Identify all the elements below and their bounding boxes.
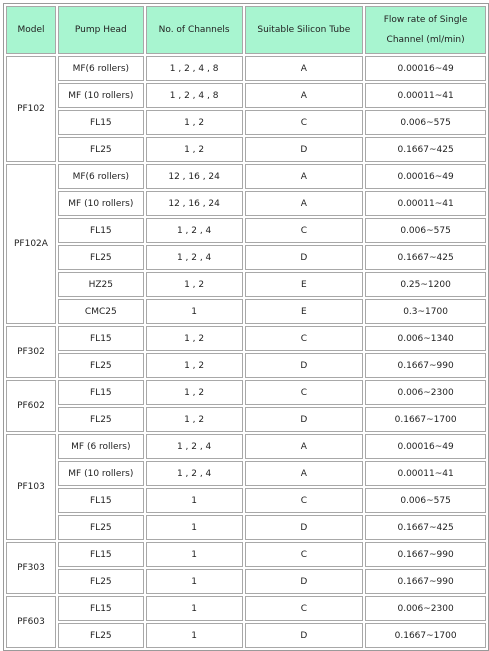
- flow-rate-cell: 0.006~575: [365, 488, 486, 513]
- tube-cell: E: [245, 299, 364, 324]
- tube-cell: A: [245, 434, 364, 459]
- table-row: [6, 56, 486, 81]
- channels-cell: 1 , 2 , 4: [146, 218, 243, 243]
- table-row: [6, 434, 486, 459]
- model-cell: PF603: [6, 596, 56, 648]
- tube-cell: D: [245, 407, 364, 432]
- pump-head-cell: FL25: [58, 407, 144, 432]
- flow-rate-cell: 0.3~1700: [365, 299, 486, 324]
- table-row: [6, 218, 486, 243]
- pump-head-cell: FL15: [58, 110, 144, 135]
- header-pump-head: Pump Head: [58, 6, 144, 54]
- tube-cell: A: [245, 191, 364, 216]
- flow-rate-cell: 0.1667~425: [365, 245, 486, 270]
- channels-cell: 12 , 16 , 24: [146, 191, 243, 216]
- flow-rate-cell: 0.1667~1700: [365, 407, 486, 432]
- header-tube: Suitable Silicon Tube: [245, 6, 364, 54]
- channels-cell: 1 , 2 , 4: [146, 434, 243, 459]
- header-flow-line2: Channel (ml/min): [386, 35, 465, 45]
- table-row: [6, 596, 486, 621]
- table-row: [6, 461, 486, 486]
- channels-cell: 1: [146, 542, 243, 567]
- flow-rate-cell: 0.00011~41: [365, 83, 486, 108]
- tube-cell: C: [245, 218, 364, 243]
- model-cell: PF102: [6, 56, 56, 162]
- channels-cell: 1: [146, 569, 243, 594]
- channels-cell: 1 , 2: [146, 407, 243, 432]
- channels-cell: 1 , 2: [146, 110, 243, 135]
- tube-cell: C: [245, 380, 364, 405]
- tube-cell: D: [245, 245, 364, 270]
- pump-spec-table: [3, 3, 489, 651]
- tube-cell: D: [245, 353, 364, 378]
- flow-rate-cell: 0.00016~49: [365, 434, 486, 459]
- flow-rate-cell: 0.006~575: [365, 218, 486, 243]
- channels-cell: 1: [146, 515, 243, 540]
- pump-head-cell: FL25: [58, 623, 144, 648]
- pump-head-cell: FL15: [58, 488, 144, 513]
- flow-rate-cell: 0.00011~41: [365, 461, 486, 486]
- tube-cell: E: [245, 272, 364, 297]
- pump-head-cell: FL15: [58, 380, 144, 405]
- pump-head-cell: FL15: [58, 326, 144, 351]
- pump-head-cell: FL15: [58, 218, 144, 243]
- tube-cell: D: [245, 569, 364, 594]
- channels-cell: 1 , 2: [146, 380, 243, 405]
- table-row: [6, 380, 486, 405]
- flow-rate-cell: 0.006~2300: [365, 596, 486, 621]
- table-row: [6, 137, 486, 162]
- tube-cell: C: [245, 488, 364, 513]
- pump-head-cell: HZ25: [58, 272, 144, 297]
- tube-cell: A: [245, 164, 364, 189]
- tube-cell: C: [245, 326, 364, 351]
- channels-cell: 1: [146, 299, 243, 324]
- header-channels: No. of Channels: [146, 6, 243, 54]
- header-row: [6, 6, 486, 54]
- channels-cell: 1 , 2 , 4 , 8: [146, 83, 243, 108]
- channels-cell: 1 , 2: [146, 326, 243, 351]
- header-flow-line1: Flow rate of Single: [383, 15, 468, 25]
- pump-head-cell: FL15: [58, 542, 144, 567]
- pump-head-cell: CMC25: [58, 299, 144, 324]
- tube-cell: C: [245, 596, 364, 621]
- channels-cell: 1 , 2: [146, 272, 243, 297]
- table-row: [6, 326, 486, 351]
- channels-cell: 1: [146, 596, 243, 621]
- table-row: [6, 353, 486, 378]
- tube-cell: C: [245, 542, 364, 567]
- pump-head-cell: FL25: [58, 515, 144, 540]
- table-row: [6, 164, 486, 189]
- pump-head-cell: FL25: [58, 245, 144, 270]
- header-model: Model: [6, 6, 56, 54]
- pump-head-cell: MF(6 rollers): [58, 56, 144, 81]
- flow-rate-cell: 0.1667~990: [365, 353, 486, 378]
- pump-head-cell: FL25: [58, 569, 144, 594]
- table-row: [6, 515, 486, 540]
- tube-cell: A: [245, 56, 364, 81]
- flow-rate-cell: 0.1667~425: [365, 137, 486, 162]
- channels-cell: 1 , 2 , 4 , 8: [146, 56, 243, 81]
- pump-head-cell: MF(6 rollers): [58, 164, 144, 189]
- table-row: [6, 488, 486, 513]
- flow-rate-cell: 0.25~1200: [365, 272, 486, 297]
- model-cell: PF602: [6, 380, 56, 432]
- pump-head-cell: MF (10 rollers): [58, 461, 144, 486]
- table-row: [6, 542, 486, 567]
- flow-rate-cell: 0.00016~49: [365, 164, 486, 189]
- pump-head-cell: MF (10 rollers): [58, 191, 144, 216]
- tube-cell: C: [245, 110, 364, 135]
- tube-cell: D: [245, 515, 364, 540]
- tube-cell: A: [245, 461, 364, 486]
- channels-cell: 1 , 2 , 4: [146, 461, 243, 486]
- table-row: [6, 272, 486, 297]
- table-row: [6, 299, 486, 324]
- model-cell: PF102A: [6, 164, 56, 324]
- channels-cell: 1: [146, 488, 243, 513]
- tube-cell: D: [245, 137, 364, 162]
- model-cell: PF303: [6, 542, 56, 594]
- table-row: [6, 245, 486, 270]
- pump-head-cell: FL25: [58, 137, 144, 162]
- model-cell: PF302: [6, 326, 56, 378]
- flow-rate-cell: 0.1667~990: [365, 542, 486, 567]
- pump-head-cell: MF (10 rollers): [58, 83, 144, 108]
- table-row: [6, 623, 486, 648]
- flow-rate-cell: 0.1667~425: [365, 515, 486, 540]
- table-row: [6, 407, 486, 432]
- flow-rate-cell: 0.00016~49: [365, 56, 486, 81]
- table-row: [6, 110, 486, 135]
- pump-head-cell: FL15: [58, 596, 144, 621]
- channels-cell: 1 , 2: [146, 137, 243, 162]
- table-row: [6, 191, 486, 216]
- model-cell: PF103: [6, 434, 56, 540]
- table-body: [6, 56, 486, 648]
- flow-rate-cell: 0.00011~41: [365, 191, 486, 216]
- table-row: [6, 569, 486, 594]
- flow-rate-cell: 0.1667~990: [365, 569, 486, 594]
- pump-head-cell: FL25: [58, 353, 144, 378]
- tube-cell: A: [245, 83, 364, 108]
- pump-spec-table-container: [3, 3, 489, 651]
- channels-cell: 1 , 2 , 4: [146, 245, 243, 270]
- channels-cell: 1 , 2: [146, 353, 243, 378]
- tube-cell: D: [245, 623, 364, 648]
- header-flow-rate: [365, 6, 486, 54]
- channels-cell: 1: [146, 623, 243, 648]
- flow-rate-cell: 0.006~2300: [365, 380, 486, 405]
- pump-head-cell: MF (6 rollers): [58, 434, 144, 459]
- table-row: [6, 83, 486, 108]
- flow-rate-cell: 0.1667~1700: [365, 623, 486, 648]
- channels-cell: 12 , 16 , 24: [146, 164, 243, 189]
- flow-rate-cell: 0.006~575: [365, 110, 486, 135]
- flow-rate-cell: 0.006~1340: [365, 326, 486, 351]
